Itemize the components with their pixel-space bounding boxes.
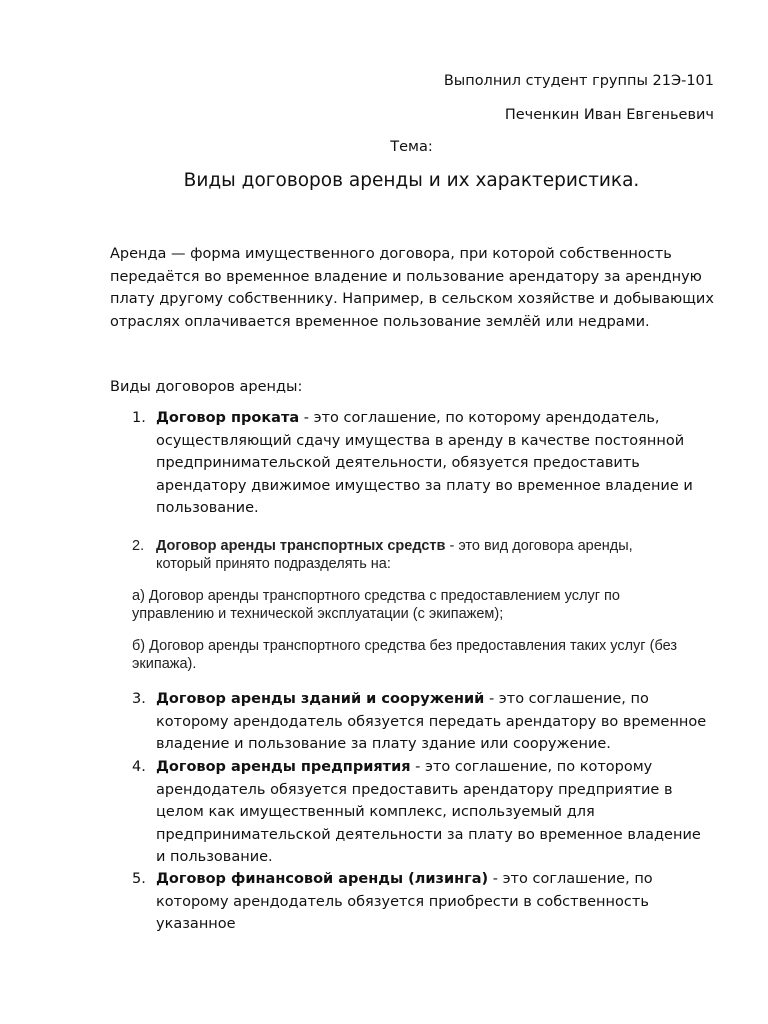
list-text: - это соглашение, по которому арендодатель обязуется предоставить арендатору предприятие в целом как имущественный комплекс, используемый для предпринимательской деятельности за плату во временное владение и пользование. <box>156 759 701 865</box>
list-item <box>132 868 712 936</box>
list-number: 2. <box>132 538 145 554</box>
author-name: Печенкин Иван Евгеньевич <box>504 107 714 123</box>
author-line: Выполнил студент группы 21Э-101 <box>443 73 714 89</box>
list-number: 4. <box>132 759 146 775</box>
document-title: Виды договоров аренды и их характеристика. <box>183 170 640 191</box>
list-item <box>132 537 692 573</box>
intro-paragraph: Аренда — форма имущественного договора, при которой собственность передаётся во временное владение и пользование арендатору за арендную плату другому собственнику. Например, в сельском хозяйстве и добывающих отраслях оплачивается временное пользование землёй или недрами. <box>110 246 714 330</box>
list-term: Договор проката <box>156 410 300 426</box>
list-heading: Виды договоров аренды: <box>110 379 303 395</box>
subitem-b: б) Договор аренды транспортного средства без предоставления таких услуг (без экипажа). <box>132 638 677 672</box>
list-number: 3. <box>132 691 146 707</box>
list-term: Договор аренды зданий и сооружений <box>156 691 485 707</box>
list-item <box>132 756 712 869</box>
subitem-a: а) Договор аренды транспортного средства с предоставлением услуг по управлению и технической эксплуатации (с экипажем); <box>132 588 620 622</box>
list-text: - это вид договора аренды, который принято подразделять на: <box>156 538 633 572</box>
list-item <box>132 407 712 520</box>
list-text: - это соглашение, по которому арендодатель обязуется приобрести в собственность указанное <box>156 871 653 932</box>
list-item <box>132 688 712 756</box>
list-number: 1. <box>132 410 146 426</box>
list-term: Договор аренды предприятия <box>156 759 411 775</box>
list-term: Договор аренды транспортных средств <box>156 538 446 554</box>
list-text: - это соглашение, по которому арендодатель обязуется передать арендатору во временное владение и пользование за плату здание или сооружение. <box>156 691 707 752</box>
list-number: 5. <box>132 871 146 887</box>
list-term: Договор финансовой аренды (лизинга) <box>156 871 489 887</box>
topic-label: Тема: <box>390 139 433 155</box>
list-text: - это соглашение, по которому арендодатель, осуществляющий сдачу имущества в аренду в качестве постоянной предпринимательской деятельности, обязуется предоставить арендатору движимое имущество за плату во временное владение и пользование. <box>156 410 693 516</box>
